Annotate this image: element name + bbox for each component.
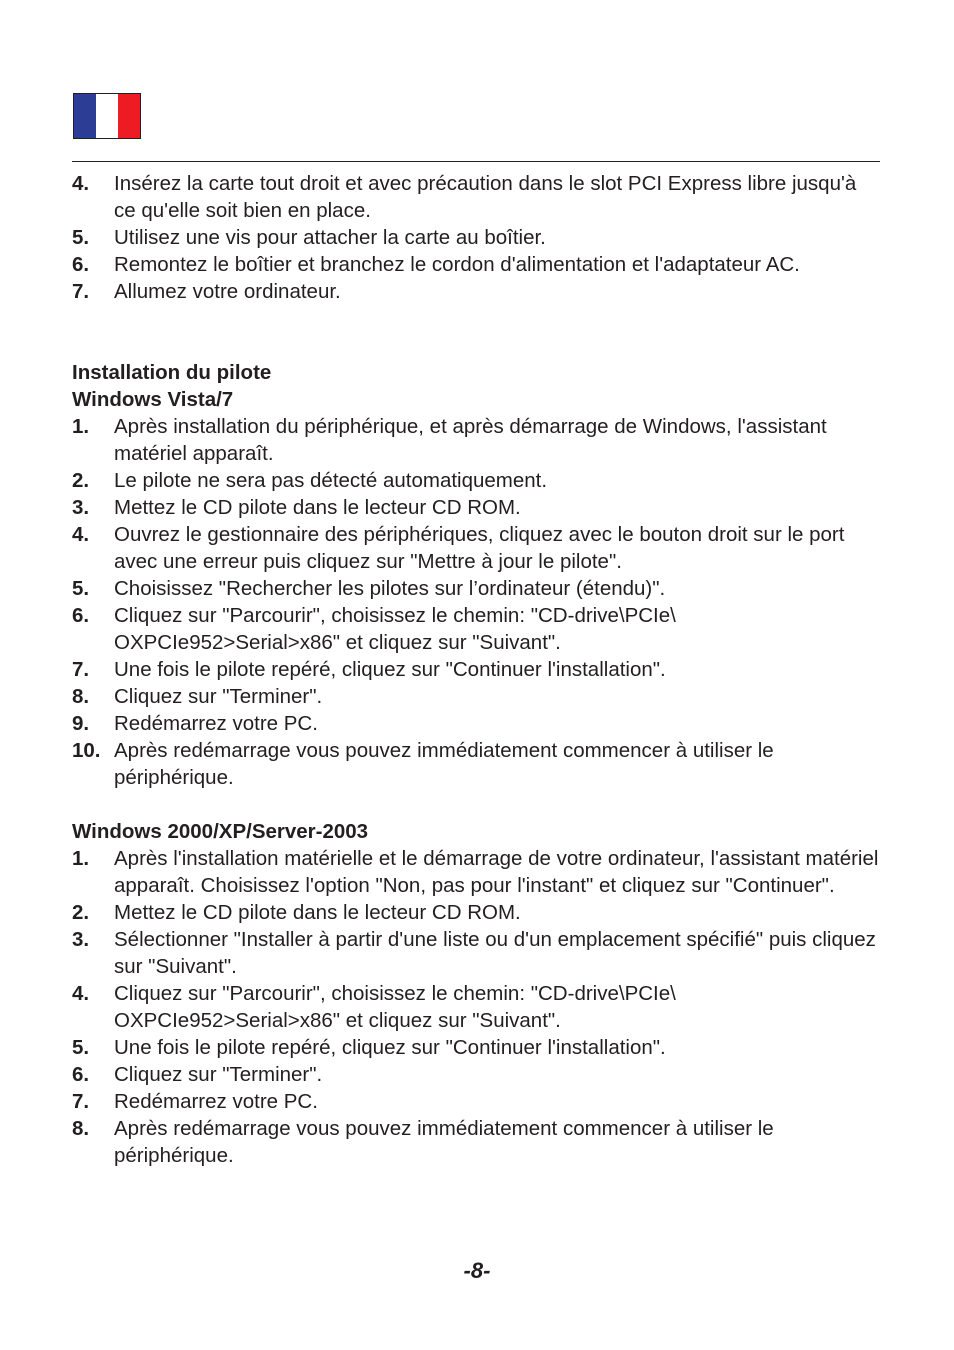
page-content [72,170,882,1169]
step-text: Après redémarrage vous pouvez immédiatement commencer à utiliser le périphérique. [114,739,774,789]
step-item [72,1034,882,1061]
step-number: 8. [72,1117,90,1140]
step-number: 7. [72,280,90,303]
step-text: Une fois le pilote repéré, cliquez sur "Continuer l'installation". [114,658,666,681]
step-number: 7. [72,658,90,681]
french-flag-icon [73,93,141,139]
step-item [72,683,882,710]
step-number: 5. [72,226,90,249]
step-item [72,251,882,278]
step-item [72,170,882,224]
step-number: 9. [72,712,90,735]
step-item [72,899,882,926]
page-number: -8- [463,1258,491,1283]
step-number: 4. [72,172,90,195]
step-number: 5. [72,1036,90,1059]
step-number: 4. [72,523,90,546]
step-text: Utilisez une vis pour attacher la carte au boîtier. [114,226,546,249]
flag-stripe-red [118,94,140,138]
step-number: 3. [72,928,90,951]
step-item [72,1115,882,1169]
step-number: 4. [72,982,90,1005]
steps-vista [72,413,882,791]
subsection-title-vista: Windows Vista/7 [72,388,234,411]
steps-xp [72,845,882,1169]
step-item [72,980,882,1034]
step-text: Allumez votre ordinateur. [114,280,341,303]
step-text: Choisissez "Rechercher les pilotes sur l’ordinateur (étendu)". [114,577,666,600]
step-text: Redémarrez votre PC. [114,712,318,735]
step-item [72,413,882,467]
step-text: Cliquez sur "Terminer". [114,1063,323,1086]
step-text: Cliquez sur "Parcourir", choisissez le chemin: "CD-drive\PCIe\ OXPCIe952>Serial>x86" et cliquez sur "Suivant". [114,604,676,654]
step-item [72,224,882,251]
step-text: Mettez le CD pilote dans le lecteur CD ROM. [114,901,521,924]
step-text: Cliquez sur "Terminer". [114,685,323,708]
step-number: 6. [72,253,90,276]
step-text: Insérez la carte tout droit et avec précaution dans le slot PCI Express libre jusqu'à ce qu'elle soit bien en place. [114,172,857,222]
step-item [72,656,882,683]
step-number: 2. [72,469,90,492]
step-number: 3. [72,496,90,519]
step-number: 1. [72,415,90,438]
step-text: Après l'installation matérielle et le démarrage de votre ordinateur, l'assistant matériel apparaît. Choisissez l'option "Non, pas pour l'instant" et cliquez sur "Continuer". [114,847,879,897]
step-item [72,845,882,899]
step-item [72,494,882,521]
step-text: Une fois le pilote repéré, cliquez sur "Continuer l'installation". [114,1036,666,1059]
step-text: Mettez le CD pilote dans le lecteur CD ROM. [114,496,521,519]
step-item [72,521,882,575]
flag-stripe-blue [74,94,96,138]
step-number: 10. [72,739,101,762]
step-number: 2. [72,901,90,924]
step-text: Après installation du périphérique, et après démarrage de Windows, l'assistant matériel apparaît. [114,415,827,465]
steps-continued [72,170,882,305]
step-item [72,467,882,494]
step-text: Cliquez sur "Parcourir", choisissez le chemin: "CD-drive\PCIe\ OXPCIe952>Serial>x86" et cliquez sur "Suivant". [114,982,676,1032]
step-number: 5. [72,577,90,600]
step-item [72,737,882,791]
step-item [72,1088,882,1115]
step-item [72,278,882,305]
step-number: 7. [72,1090,90,1113]
step-text: Redémarrez votre PC. [114,1090,318,1113]
step-number: 1. [72,847,90,870]
subsection-title-xp: Windows 2000/XP/Server-2003 [72,820,369,843]
step-text: Sélectionner "Installer à partir d'une liste ou d'un emplacement spécifié" puis cliquez sur "Suivant". [114,928,876,978]
header-divider [72,161,880,162]
step-item [72,602,882,656]
step-text: Remontez le boîtier et branchez le cordon d'alimentation et l'adaptateur AC. [114,253,800,276]
step-item [72,710,882,737]
step-text: Après redémarrage vous pouvez immédiatement commencer à utiliser le périphérique. [114,1117,774,1167]
flag-stripe-white [96,94,118,138]
step-number: 6. [72,1063,90,1086]
step-item [72,1061,882,1088]
step-item [72,575,882,602]
step-item [72,926,882,980]
section-title-driver-install: Installation du pilote [72,361,272,384]
step-number: 8. [72,685,90,708]
step-text: Le pilote ne sera pas détecté automatiquement. [114,469,548,492]
step-number: 6. [72,604,90,627]
step-text: Ouvrez le gestionnaire des périphériques, cliquez avec le bouton droit sur le port avec une erreur puis cliquez sur "Mettre à jour le pilote". [114,523,845,573]
